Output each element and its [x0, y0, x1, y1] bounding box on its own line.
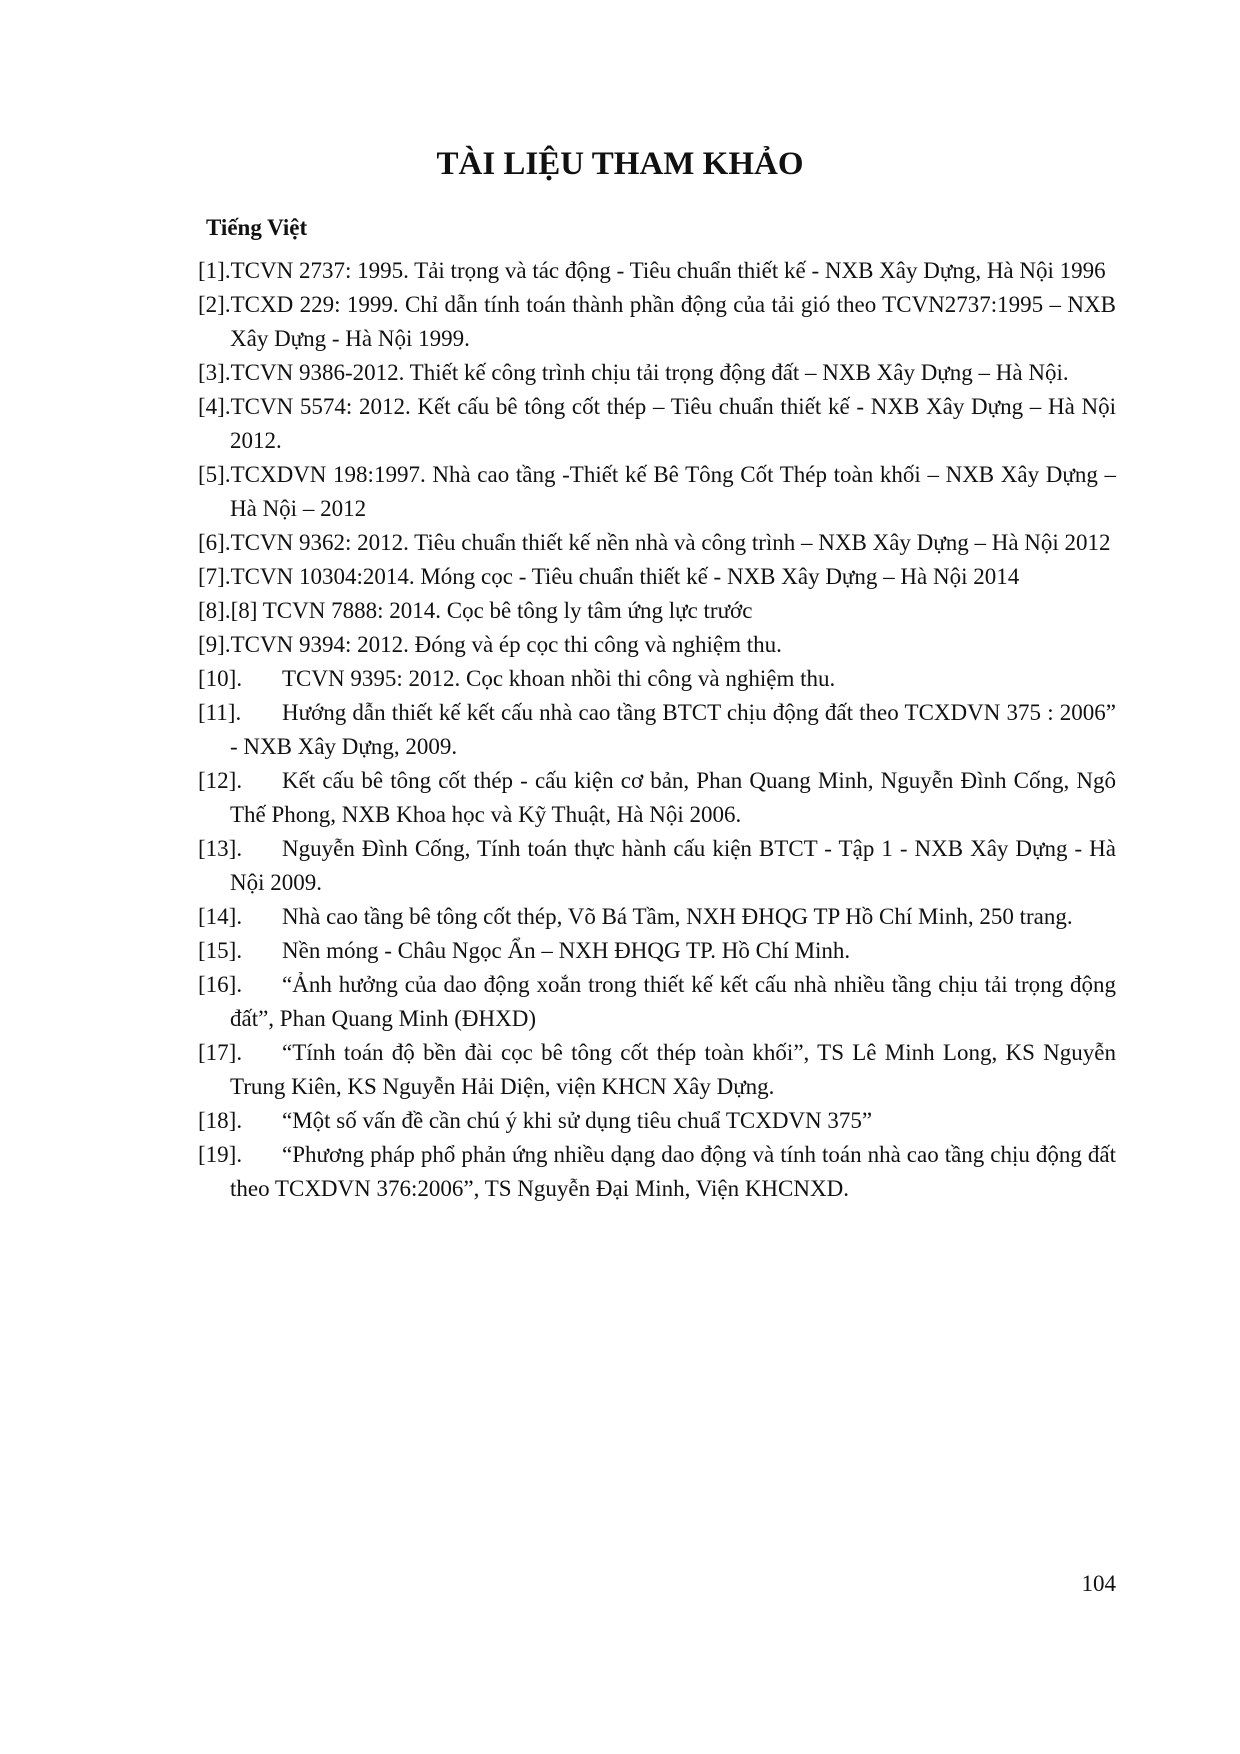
reference-number: [17].	[198, 1040, 243, 1065]
reference-item	[198, 832, 1116, 900]
reference-item	[198, 662, 1116, 696]
reference-number: [3].	[198, 360, 231, 385]
reference-list	[198, 254, 1116, 1206]
reference-item	[198, 1104, 1116, 1138]
reference-item	[198, 560, 1116, 594]
reference-text: TCVN 9362: 2012. Tiêu chuẩn thiết kế nền nhà và công trình – NXB Xây Dựng – Hà Nội 2012	[230, 530, 1111, 555]
reference-number: [19].	[198, 1142, 243, 1167]
reference-item	[198, 696, 1116, 764]
reference-number: [15].	[198, 938, 243, 963]
reference-number: [14].	[198, 904, 243, 929]
reference-number: [8].	[198, 598, 231, 623]
reference-text: TCXD 229: 1999. Chỉ dẫn tính toán thành phần động của tải gió theo TCVN2737:1995 – NXB Xây Dựng - Hà Nội 1999.	[230, 292, 1116, 351]
reference-item	[198, 900, 1116, 934]
reference-number: [2].	[198, 292, 231, 317]
reference-text: Hướng dẫn thiết kế kết cấu nhà cao tầng BTCT chịu động đất theo TCXDVN 375 : 2006” - NXB Xây Dựng, 2009.	[230, 700, 1116, 759]
section-heading: Tiếng Việt	[206, 215, 308, 240]
reference-text: TCVN 5574: 2012. Kết cấu bê tông cốt thép – Tiêu chuẩn thiết kế - NXB Xây Dựng – Hà Nội 2012.	[230, 394, 1116, 453]
reference-text: “Phương pháp phổ phản ứng nhiều dạng dao động và tính toán nhà cao tầng chịu động đất theo TCXDVN 376:2006”, TS Nguyễn Đại Minh, Viện KHCNXD.	[230, 1142, 1116, 1201]
reference-item	[198, 628, 1116, 662]
reference-item	[198, 594, 1116, 628]
reference-text: [8] TCVN 7888: 2014. Cọc bê tông ly tâm ứng lực trước	[230, 598, 753, 623]
reference-number: [7].	[198, 564, 231, 589]
page-number: 104	[1081, 1571, 1116, 1596]
reference-text: Nền móng - Châu Ngọc Ẩn – NXH ĐHQG TP. Hồ Chí Minh.	[282, 938, 851, 963]
reference-text: “Một số vấn đề cần chú ý khi sử dụng tiêu chuẩ TCXDVN 375”	[282, 1108, 873, 1133]
page-title: TÀI LIỆU THAM KHẢO	[436, 146, 804, 182]
reference-text: Kết cấu bê tông cốt thép - cấu kiện cơ bản, Phan Quang Minh, Nguyễn Đình Cống, Ngô Thế Phong, NXB Khoa học và Kỹ Thuật, Hà Nội 2006.	[230, 768, 1116, 827]
reference-item	[198, 764, 1116, 832]
reference-number: [11].	[198, 700, 242, 725]
reference-item	[198, 390, 1116, 458]
reference-number: [4].	[198, 394, 231, 419]
reference-number: [1].	[198, 258, 231, 283]
reference-number: [13].	[198, 836, 243, 861]
reference-number: [12].	[198, 768, 243, 793]
reference-text: TCXDVN 198:1997. Nhà cao tầng -Thiết kế Bê Tông Cốt Thép toàn khối – NXB Xây Dựng – Hà Nội – 2012	[230, 462, 1116, 521]
reference-number: [9].	[198, 632, 231, 657]
reference-text: TCVN 9395: 2012. Cọc khoan nhồi thi công và nghiệm thu.	[282, 666, 836, 691]
reference-number: [10].	[198, 666, 243, 691]
reference-item	[198, 288, 1116, 356]
reference-text: Nhà cao tầng bê tông cốt thép, Võ Bá Tầm, NXH ĐHQG TP Hồ Chí Minh, 250 trang.	[282, 904, 1073, 929]
reference-text: TCVN 9394: 2012. Đóng và ép cọc thi công và nghiệm thu.	[230, 632, 782, 657]
reference-item	[198, 1138, 1116, 1206]
reference-text: Nguyễn Đình Cống, Tính toán thực hành cấu kiện BTCT - Tập 1 - NXB Xây Dựng - Hà Nội 2009.	[230, 836, 1116, 895]
reference-item	[198, 254, 1116, 288]
reference-number: [6].	[198, 530, 231, 555]
reference-number: [16].	[198, 972, 243, 997]
reference-text: TCVN 2737: 1995. Tải trọng và tác động - Tiêu chuẩn thiết kế - NXB Xây Dựng, Hà Nội 1996	[230, 258, 1106, 283]
reference-text: TCVN 10304:2014. Móng cọc - Tiêu chuẩn thiết kế - NXB Xây Dựng – Hà Nội 2014	[230, 564, 1020, 589]
reference-text: “Ảnh hưởng của dao động xoắn trong thiết kế kết cấu nhà nhiều tầng chịu tải trọng động đất”, Phan Quang Minh (ĐHXD)	[230, 972, 1116, 1031]
reference-item	[198, 356, 1116, 390]
reference-item	[198, 1036, 1116, 1104]
reference-text: TCVN 9386-2012. Thiết kế công trình chịu tải trọng động đất – NXB Xây Dựng – Hà Nội.	[230, 360, 1069, 385]
reference-item	[198, 968, 1116, 1036]
reference-item	[198, 458, 1116, 526]
reference-item	[198, 526, 1116, 560]
reference-number: [5].	[198, 462, 231, 487]
reference-item	[198, 934, 1116, 968]
reference-text: “Tính toán độ bền đài cọc bê tông cốt thép toàn khối”, TS Lê Minh Long, KS Nguyễn Trung Kiên, KS Nguyễn Hải Diện, viện KHCN Xây Dựng.	[230, 1040, 1116, 1099]
reference-number: [18].	[198, 1108, 243, 1133]
